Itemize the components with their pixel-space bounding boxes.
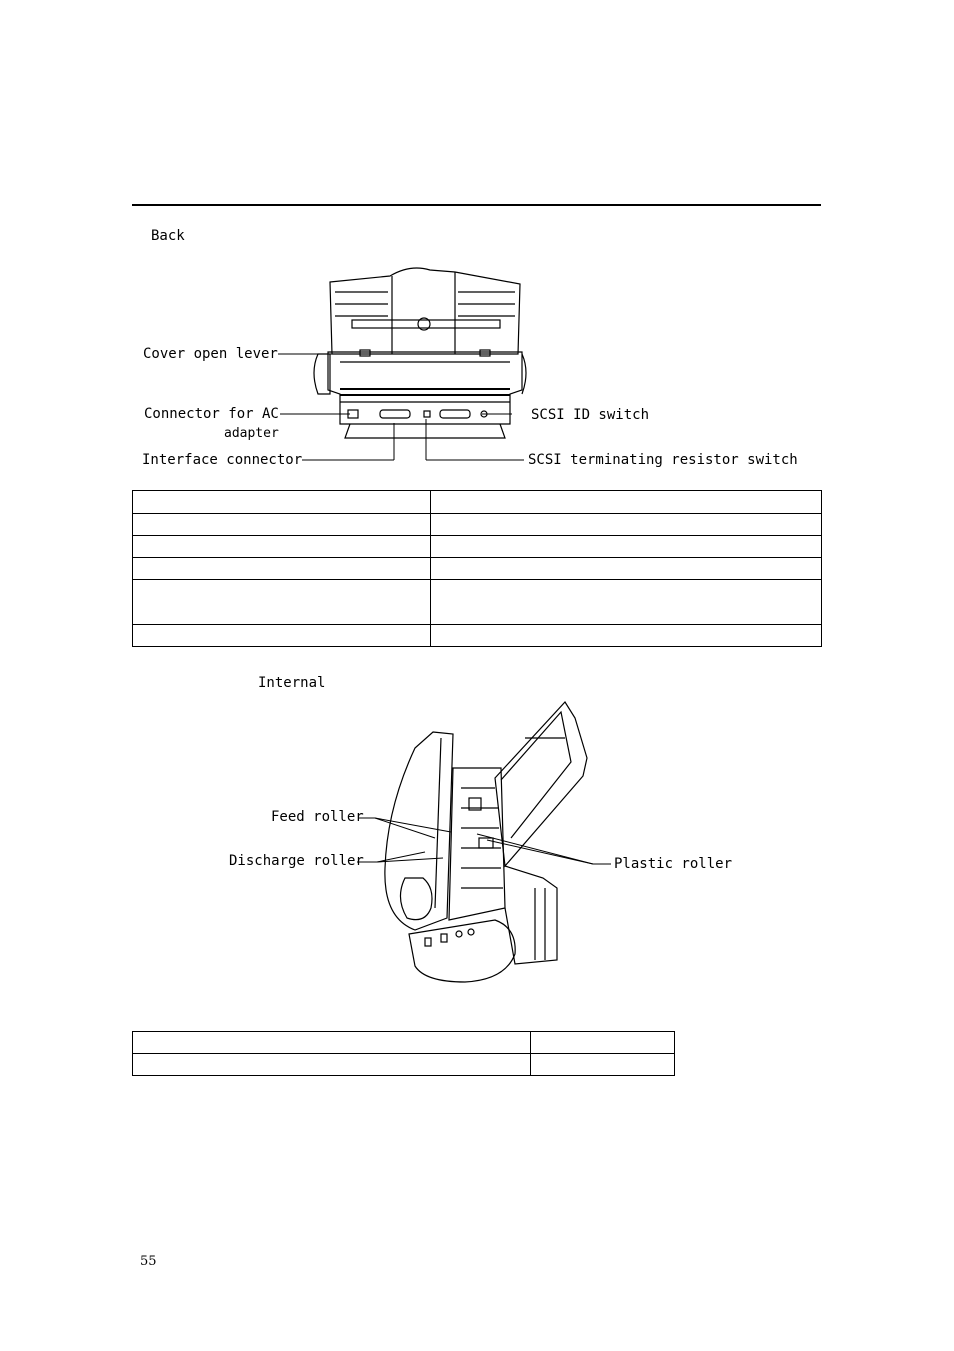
table-row [133, 558, 822, 580]
table-cell [133, 1054, 531, 1076]
back-heading: Back [151, 228, 185, 244]
table-cell [431, 580, 822, 625]
table-cell [531, 1054, 675, 1076]
internal-heading: Internal [258, 675, 326, 691]
plastic-roller-label: Plastic roller [614, 856, 733, 872]
table-cell [431, 514, 822, 536]
table-row [133, 514, 822, 536]
page-number: 55 [140, 1254, 157, 1269]
table-cell [133, 580, 431, 625]
header-rule [132, 204, 821, 206]
internal-leader-lines [355, 810, 615, 880]
interface-connector-label: Interface connector [142, 452, 303, 468]
table-row [133, 1032, 675, 1054]
scsi-terminating-label: SCSI terminating resistor switch [528, 452, 798, 468]
table-cell [431, 558, 822, 580]
table-cell [133, 536, 431, 558]
table-cell [531, 1032, 675, 1054]
internal-parts-table [132, 1031, 675, 1076]
table-cell [431, 491, 822, 514]
table-cell [431, 625, 822, 647]
table-cell [133, 558, 431, 580]
connector-ac-label: Connector for AC [144, 406, 279, 422]
table-cell [133, 1032, 531, 1054]
table-row [133, 1054, 675, 1076]
cover-open-lever-label: Cover open lever [143, 346, 278, 362]
back-parts-table [132, 490, 822, 647]
discharge-roller-label: Discharge roller [229, 853, 364, 869]
table-cell [133, 491, 431, 514]
back-leader-lines [270, 345, 530, 465]
table-cell [133, 514, 431, 536]
feed-roller-label: Feed roller [271, 809, 364, 825]
connector-ac-label-line2: adapter [224, 426, 279, 441]
table-row [133, 580, 822, 625]
scsi-id-switch-label: SCSI ID switch [531, 407, 650, 423]
table-cell [133, 625, 431, 647]
table-row [133, 491, 822, 514]
table-row [133, 625, 822, 647]
table-cell [431, 536, 822, 558]
table-row [133, 536, 822, 558]
